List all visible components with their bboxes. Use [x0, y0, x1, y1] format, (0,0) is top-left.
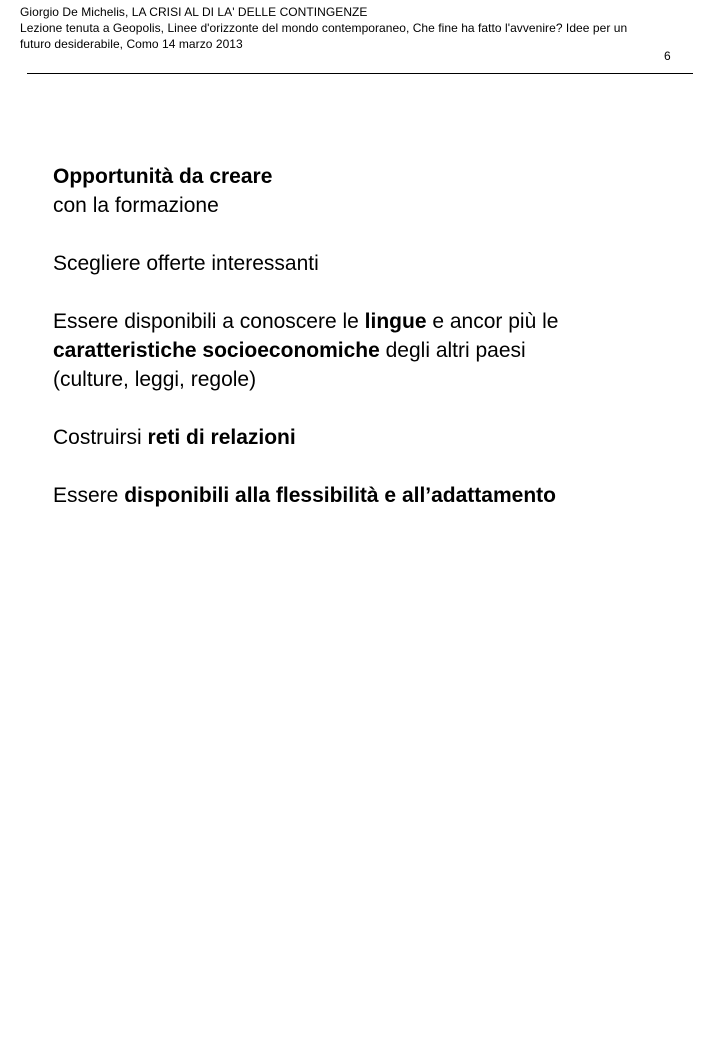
page-header: [20, 4, 692, 52]
availability-text-4: (culture, leggi, regole): [53, 368, 257, 391]
header-lecture-info: Lezione tenuta a Geopolis, Linee d'orizzonte del mondo contemporaneo, Che fine ha fatto l'avvenire? Idee per un: [20, 21, 628, 35]
availability-text-2: e ancor più le: [426, 310, 559, 333]
opportunity-subheading: con la formazione: [53, 194, 219, 217]
opportunity-block: [53, 162, 693, 220]
socioeconomic-bold: caratteristiche socioeconomiche: [53, 339, 380, 362]
choose-offers-text: Scegliere offerte interessanti: [53, 252, 319, 275]
page-number: 6: [664, 49, 671, 63]
availability-text-1: Essere disponibili a conoscere le: [53, 310, 365, 333]
flexibility-bold: disponibili alla flessibilità e all’adattamento: [124, 484, 556, 507]
networks-bold: reti di relazioni: [147, 426, 296, 449]
languages-bold: lingue: [364, 310, 427, 333]
opportunity-heading: Opportunità da creare: [53, 165, 273, 188]
header-lecture-date: futuro desiderabile, Como 14 marzo 2013: [20, 37, 243, 51]
flexibility-block: [53, 481, 693, 510]
choose-offers-block: [53, 249, 693, 278]
availability-text-3: degli altri paesi: [379, 339, 526, 362]
header-divider: [27, 73, 693, 74]
networks-block: [53, 423, 693, 452]
slide-content: [53, 162, 693, 539]
networks-text: Costruirsi: [53, 426, 148, 449]
flexibility-text: Essere: [53, 484, 125, 507]
header-author-title: Giorgio De Michelis, LA CRISI AL DI LA' DELLE CONTINGENZE: [20, 5, 368, 19]
availability-block: [53, 307, 693, 394]
